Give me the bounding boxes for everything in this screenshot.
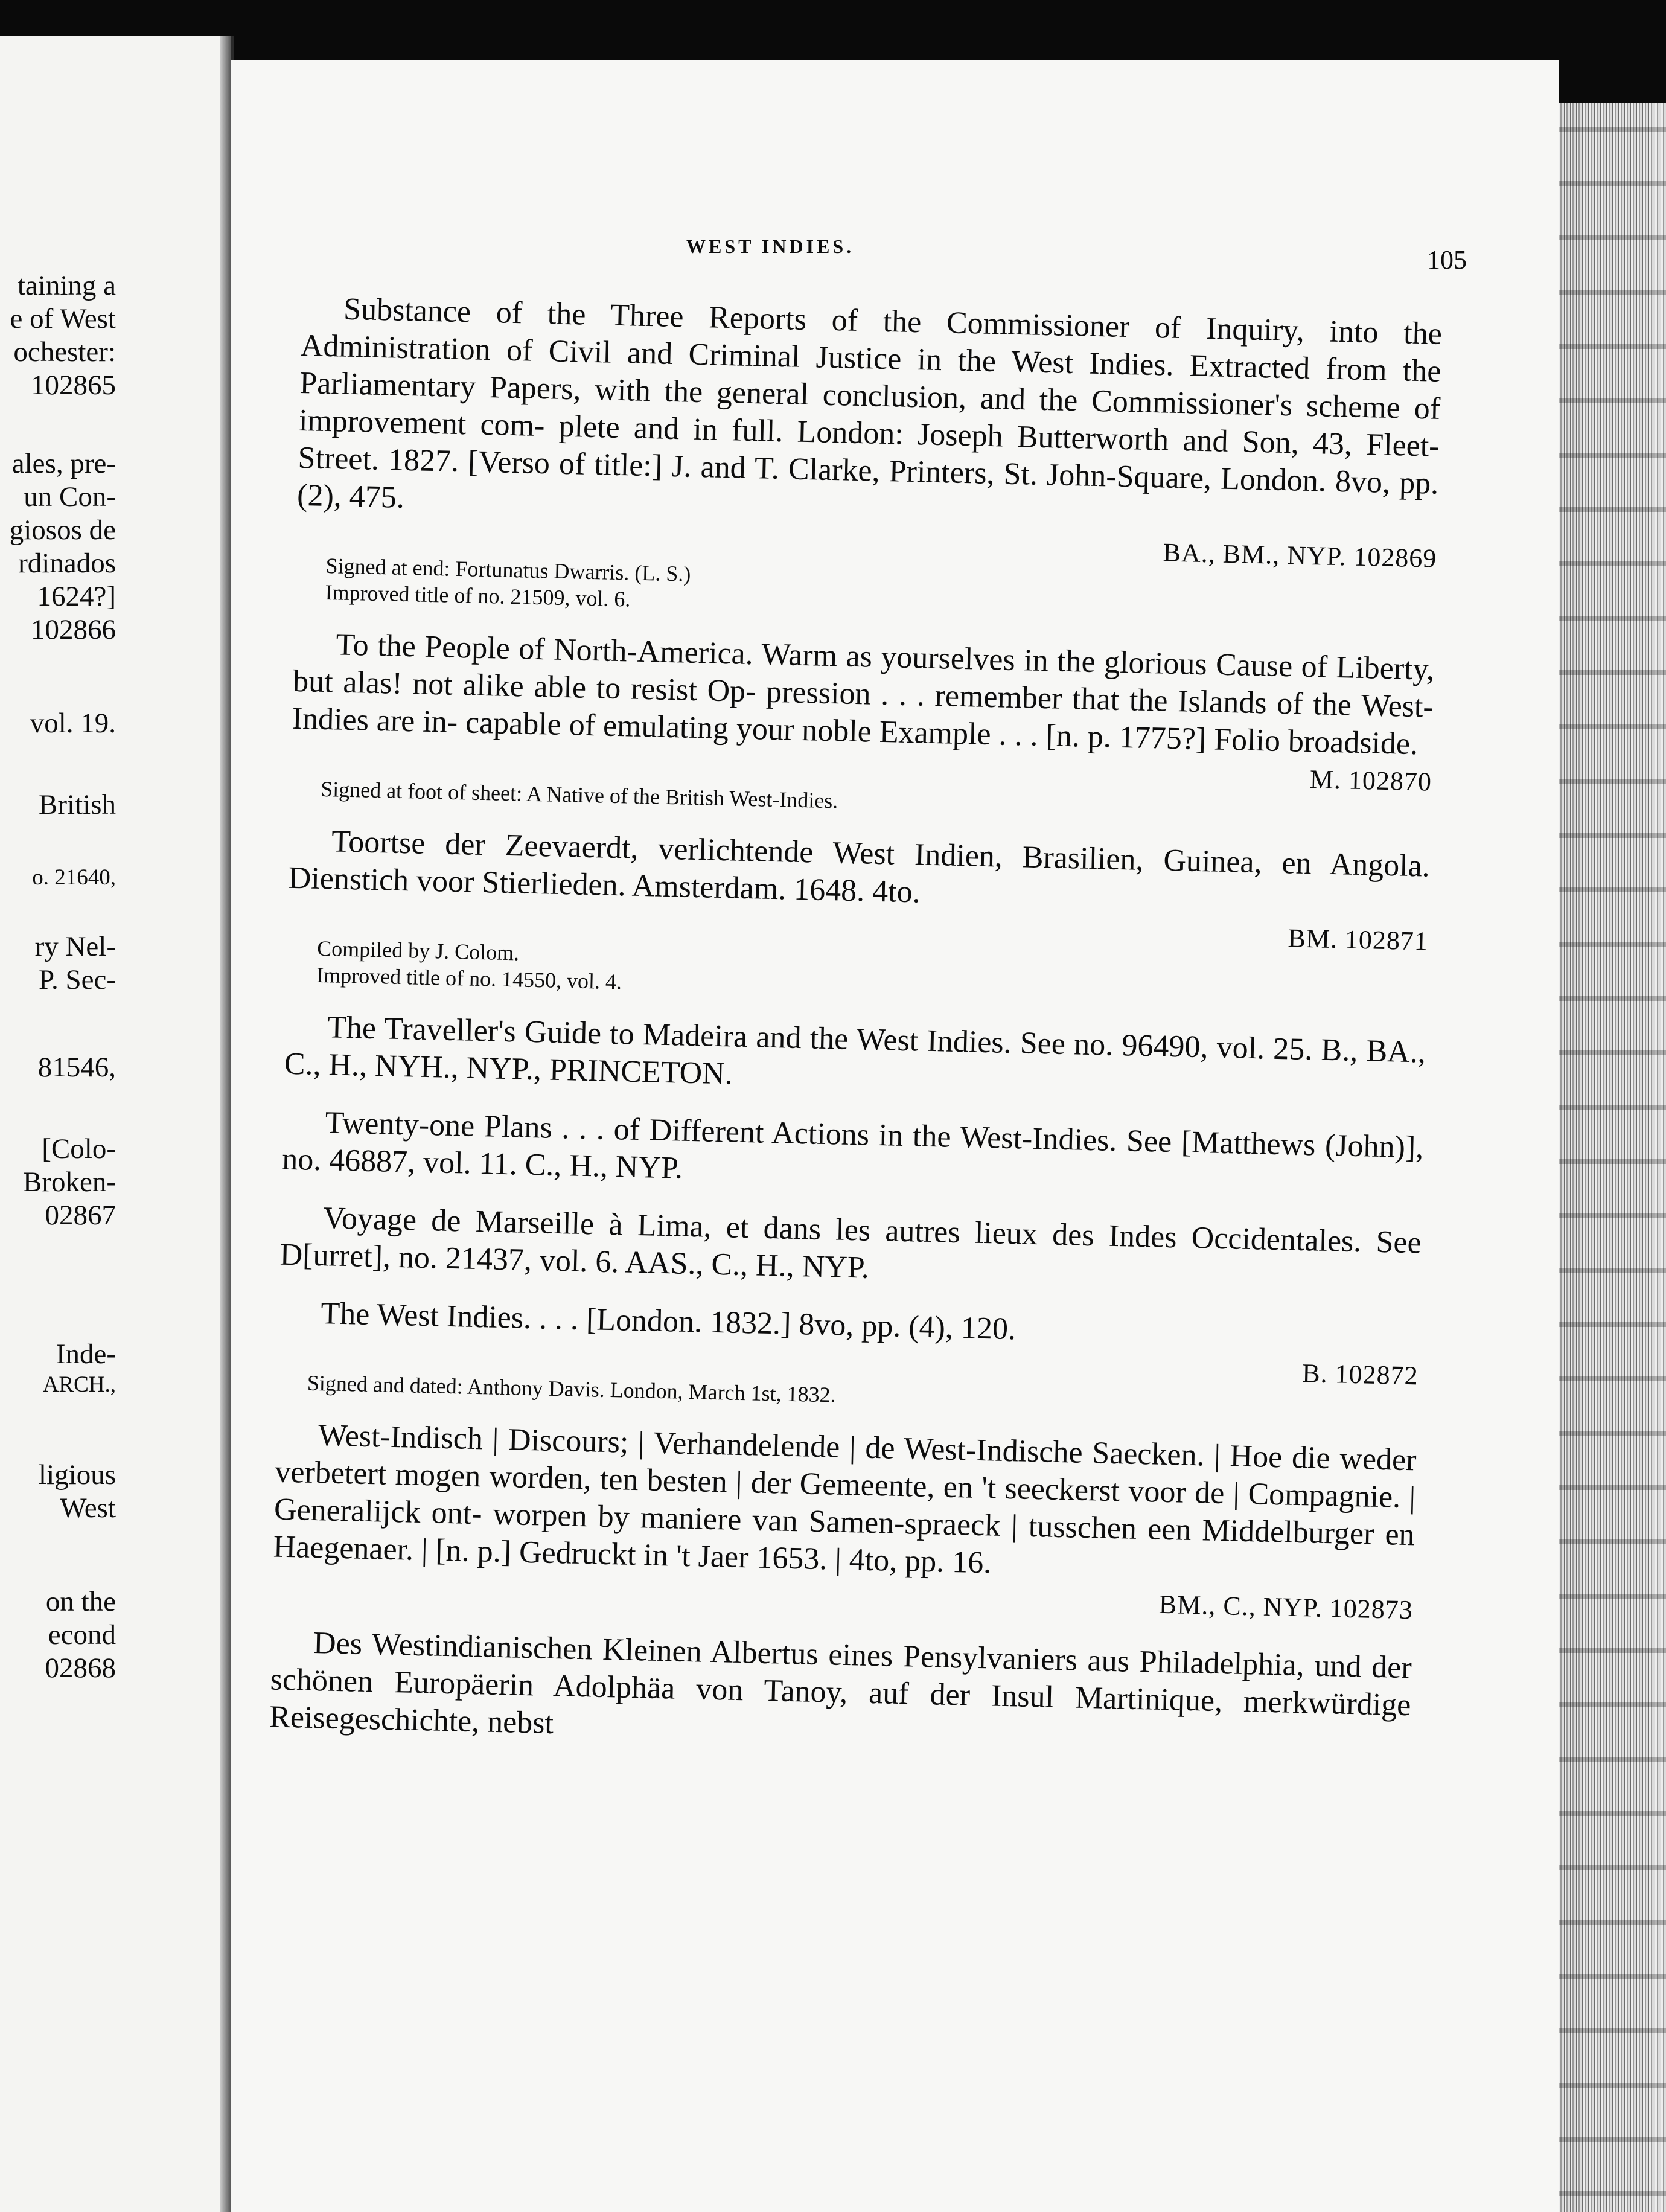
bibliography-entries <box>269 290 1443 1782</box>
entry <box>272 1416 1417 1629</box>
entry-body: The Traveller's Guide to Madeira and the West Indies. See no. 96490, vol. 25. B., BA., C., H., NYH., NYP., PRINCETON. <box>284 1010 1426 1092</box>
entry-body: Des Westindianischen Kleinen Albertus eines Pensylvaniers aus Philadelphia, und der schönen Europäerin Adolphäa von Tanoy, auf der Insul Martinique, merkwürdige Reisegeschichte, nebst <box>269 1626 1412 1741</box>
page-edges <box>1559 103 1666 2212</box>
facing-page-text: econd <box>48 1619 116 1651</box>
facing-page-text: vol. 19. <box>30 708 116 739</box>
entry <box>282 1104 1424 1204</box>
entry-body: The West Indies. . . . [London. 1832.] 8vo, pp. (4), 120. <box>320 1296 1017 1347</box>
facing-page-text: ligious <box>39 1459 116 1491</box>
entry-body: Twenty-one Plans . . . of Different Actions in the West-Indies. See [Matthews (John)], no. 46887, vol. 11. C., H., NYP. <box>281 1105 1424 1186</box>
entry-holdings: BM. 102871 <box>1288 923 1429 956</box>
entry <box>279 1199 1422 1300</box>
facing-page-text: P. Sec- <box>39 964 116 996</box>
entry-note: Improved title of no. 21509, vol. 6. <box>325 580 631 612</box>
entry-note: Signed at end: Fortunatus Dwarris. (L. S.) <box>325 554 691 586</box>
entry <box>284 1008 1426 1109</box>
entry-holdings: BA., BM., NYP. 102869 <box>1163 537 1437 574</box>
facing-page-text: 81546, <box>37 1052 116 1083</box>
book-page <box>231 60 1559 2212</box>
facing-page-text: Inde- <box>56 1338 116 1370</box>
facing-page-text: British <box>39 789 116 820</box>
facing-page-text: 102866 <box>31 614 116 645</box>
facing-page-text: ARCH., <box>42 1372 116 1397</box>
entry-holdings: B. 102872 <box>1301 1358 1419 1391</box>
facing-page-text: un Con- <box>24 481 116 513</box>
entry-body: Voyage de Marseille à Lima, et dans les autres lieux des Indes Occidentales. See D[urret], no. 21437, vol. 6. AAS., C., H., NYP. <box>279 1201 1422 1285</box>
facing-page-text: ry Nel- <box>34 931 116 962</box>
facing-page-text: ochester: <box>13 336 116 368</box>
entry <box>290 625 1435 828</box>
entry <box>295 290 1442 631</box>
entry-body: Substance of the Three Reports of the Commissioner of Inquiry, into the Administration of Civil and Criminal Justice in the West Indies. Extracted from the Parliamentary Papers, with the general conclusion, and the Commissioner's scheme of improvement com- plete and in full. London: Joseph Butterworth and Son, 43, Fleet- Street. 1827. [Verso of title:] J. and T. Clarke, Printers, St. John-Square, London. 8vo, pp. (2), 475. <box>296 292 1443 515</box>
entry <box>276 1294 1419 1422</box>
entry <box>269 1623 1412 1762</box>
entry-note: Signed and dated: Anthony Davis. London, March 1st, 1832. <box>307 1370 837 1407</box>
facing-page-text: 102865 <box>31 369 116 401</box>
entry-note: Compiled by J. Colom. <box>316 936 520 965</box>
entry-body: To the People of North-America. Warm as yourselves in the glorious Cause of Liberty, but alas! not alike able to resist Op- pression . . . remember that the Islands of the West-Indies are in- capable of emulating your noble Example . . . [n. p. 1775?] Folio broadside. <box>292 627 1435 762</box>
facing-page-text: rdinados <box>18 548 116 579</box>
entry-body: West-Indisch | Discours; | Verhandelende | de West-Indische Saecken. | Hoe die weder verbetert mogen worden, ten besten | der Gemeente, en 't seeckerst voor de | Compagnie. | Generalijck ont- worpen by maniere van Samen-spraeck | tusschen een Middelburger en Haegenaer. | [n. p.] Gedruckt in 't Jaer 1653. | 4to, pp. 16. <box>273 1418 1417 1581</box>
facing-page-text: o. 21640, <box>32 865 116 890</box>
entry-holdings: M. 102870 <box>1309 764 1432 797</box>
facing-page-text: Broken- <box>22 1166 116 1198</box>
facing-page-text: [Colo- <box>42 1133 116 1165</box>
entry-note: Improved title of no. 14550, vol. 4. <box>316 962 622 994</box>
entry <box>286 822 1431 1014</box>
facing-page-text: 02867 <box>45 1200 116 1231</box>
facing-page-text: West <box>60 1492 116 1524</box>
entry-note: Signed at foot of sheet: A Native of the British West-Indies. <box>320 776 838 813</box>
book-gutter <box>220 36 231 2212</box>
facing-page-text: giosos de <box>9 514 116 546</box>
facing-page-text: e of West <box>10 303 116 334</box>
entry-holdings: BM., C., NYP. 102873 <box>1158 1589 1414 1625</box>
facing-page-text: 1624?] <box>37 581 116 612</box>
facing-page <box>0 36 234 2212</box>
facing-page-text: ales, pre- <box>11 448 116 479</box>
facing-page-text: on the <box>45 1586 116 1617</box>
page-number: 105 <box>1427 245 1467 275</box>
entry-body: Toortse der Zeevaerdt, verlichtende West Indien, Brasilien, Guinea, en Angola. Dienstich voor Stierlieden. Amsterdam. 1648. 4to. <box>288 824 1431 910</box>
facing-page-text: 02868 <box>45 1652 116 1684</box>
facing-page-text: taining a <box>17 270 116 301</box>
running-head: WEST INDIES. <box>686 235 855 257</box>
